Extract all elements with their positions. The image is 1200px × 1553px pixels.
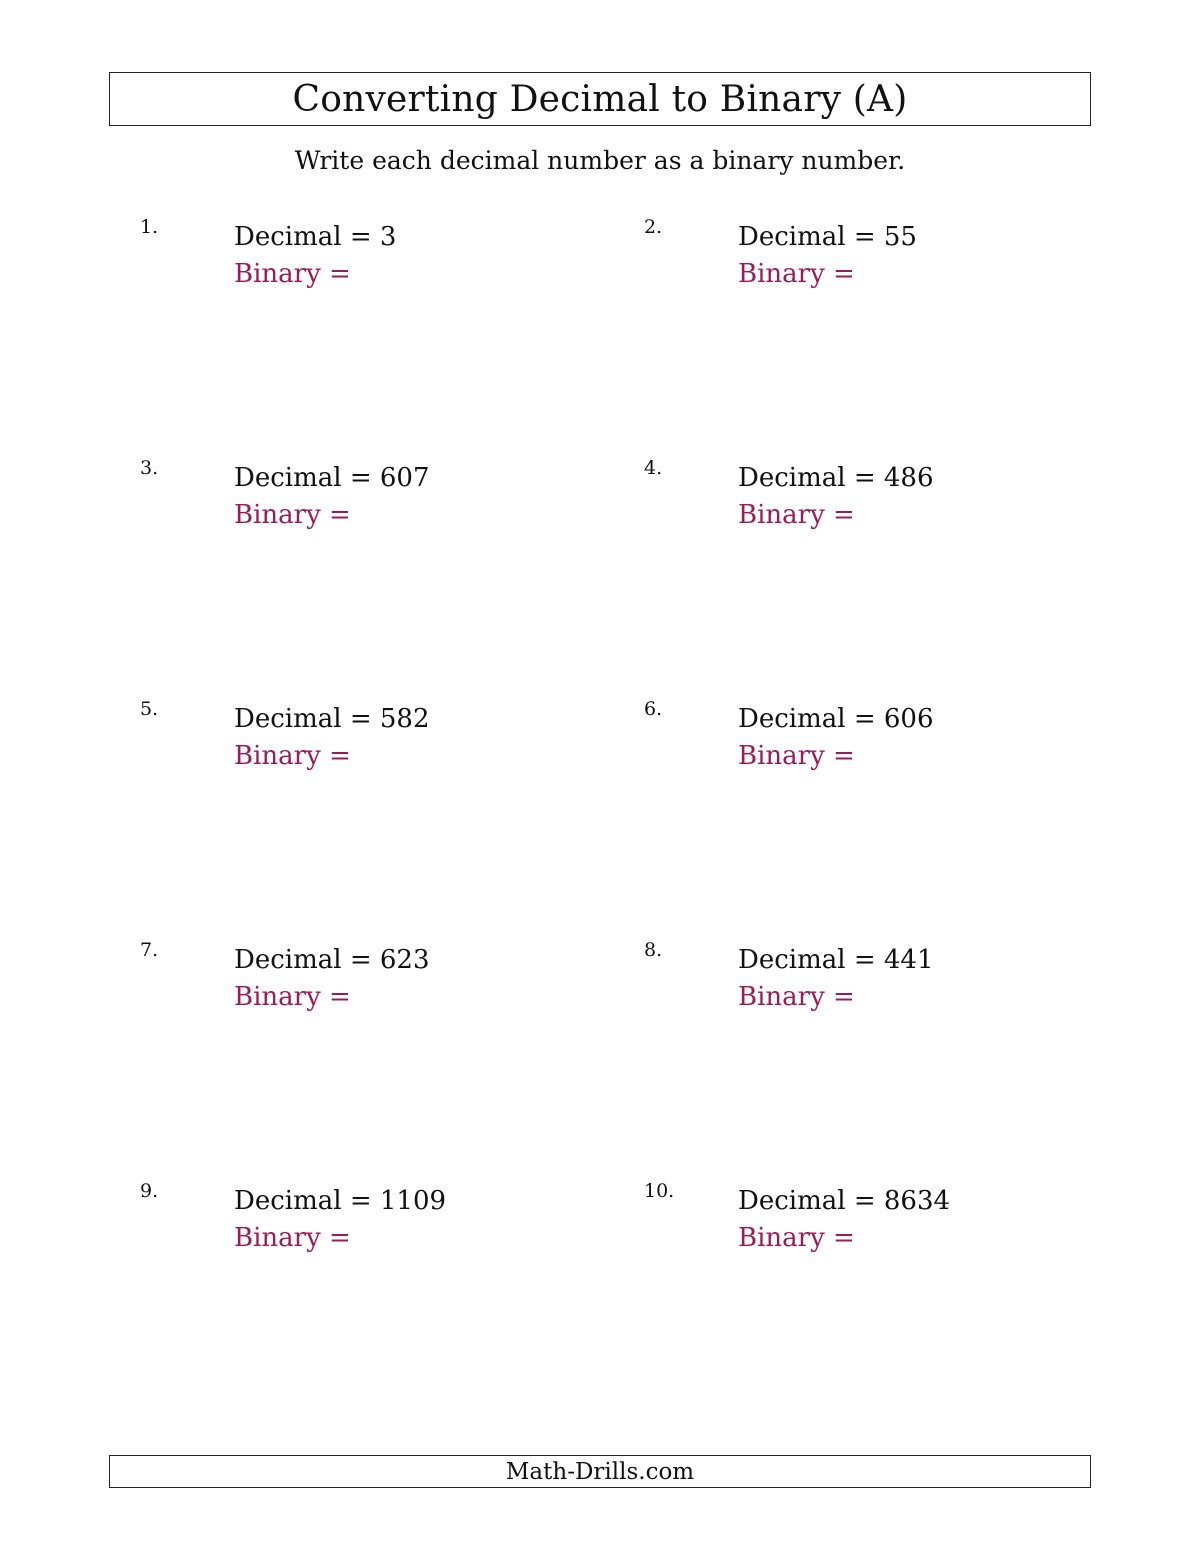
page-title: Converting Decimal to Binary (A) xyxy=(292,78,908,120)
binary-answer-label: Binary = xyxy=(234,500,351,530)
decimal-value: Decimal = 8634 xyxy=(738,1186,951,1216)
binary-answer-label: Binary = xyxy=(234,1223,351,1253)
problem-1 xyxy=(140,216,620,316)
problem-8 xyxy=(644,939,1124,1039)
problem-9 xyxy=(140,1180,620,1280)
footer-site-name: Math-Drills.com xyxy=(505,1458,695,1485)
problem-number: 8. xyxy=(644,939,663,961)
problem-7 xyxy=(140,939,620,1039)
problem-number: 6. xyxy=(644,698,663,720)
binary-answer-label: Binary = xyxy=(738,982,855,1012)
decimal-value: Decimal = 1109 xyxy=(234,1186,447,1216)
binary-answer-label: Binary = xyxy=(738,500,855,530)
decimal-value: Decimal = 582 xyxy=(234,704,430,734)
decimal-value: Decimal = 623 xyxy=(234,945,430,975)
problem-10 xyxy=(644,1180,1124,1280)
decimal-value: Decimal = 441 xyxy=(738,945,934,975)
decimal-value: Decimal = 3 xyxy=(234,222,397,252)
problem-number: 2. xyxy=(644,216,663,238)
decimal-value: Decimal = 486 xyxy=(738,463,934,493)
instructions: Write each decimal number as a binary number. xyxy=(294,146,906,175)
decimal-value: Decimal = 607 xyxy=(234,463,430,493)
problem-2 xyxy=(644,216,1124,316)
binary-answer-label: Binary = xyxy=(234,741,351,771)
binary-answer-label: Binary = xyxy=(234,982,351,1012)
problem-4 xyxy=(644,457,1124,557)
problem-number: 5. xyxy=(140,698,159,720)
binary-answer-label: Binary = xyxy=(738,741,855,771)
decimal-value: Decimal = 55 xyxy=(738,222,917,252)
problem-number: 10. xyxy=(644,1180,675,1202)
footer-box xyxy=(109,1455,1091,1488)
problem-number: 7. xyxy=(140,939,159,961)
problem-6 xyxy=(644,698,1124,798)
problem-number: 4. xyxy=(644,457,663,479)
problem-number: 3. xyxy=(140,457,159,479)
problem-5 xyxy=(140,698,620,798)
problem-number: 1. xyxy=(140,216,159,238)
binary-answer-label: Binary = xyxy=(234,259,351,289)
problem-number: 9. xyxy=(140,1180,159,1202)
decimal-value: Decimal = 606 xyxy=(738,704,934,734)
binary-answer-label: Binary = xyxy=(738,259,855,289)
binary-answer-label: Binary = xyxy=(738,1223,855,1253)
problem-3 xyxy=(140,457,620,557)
